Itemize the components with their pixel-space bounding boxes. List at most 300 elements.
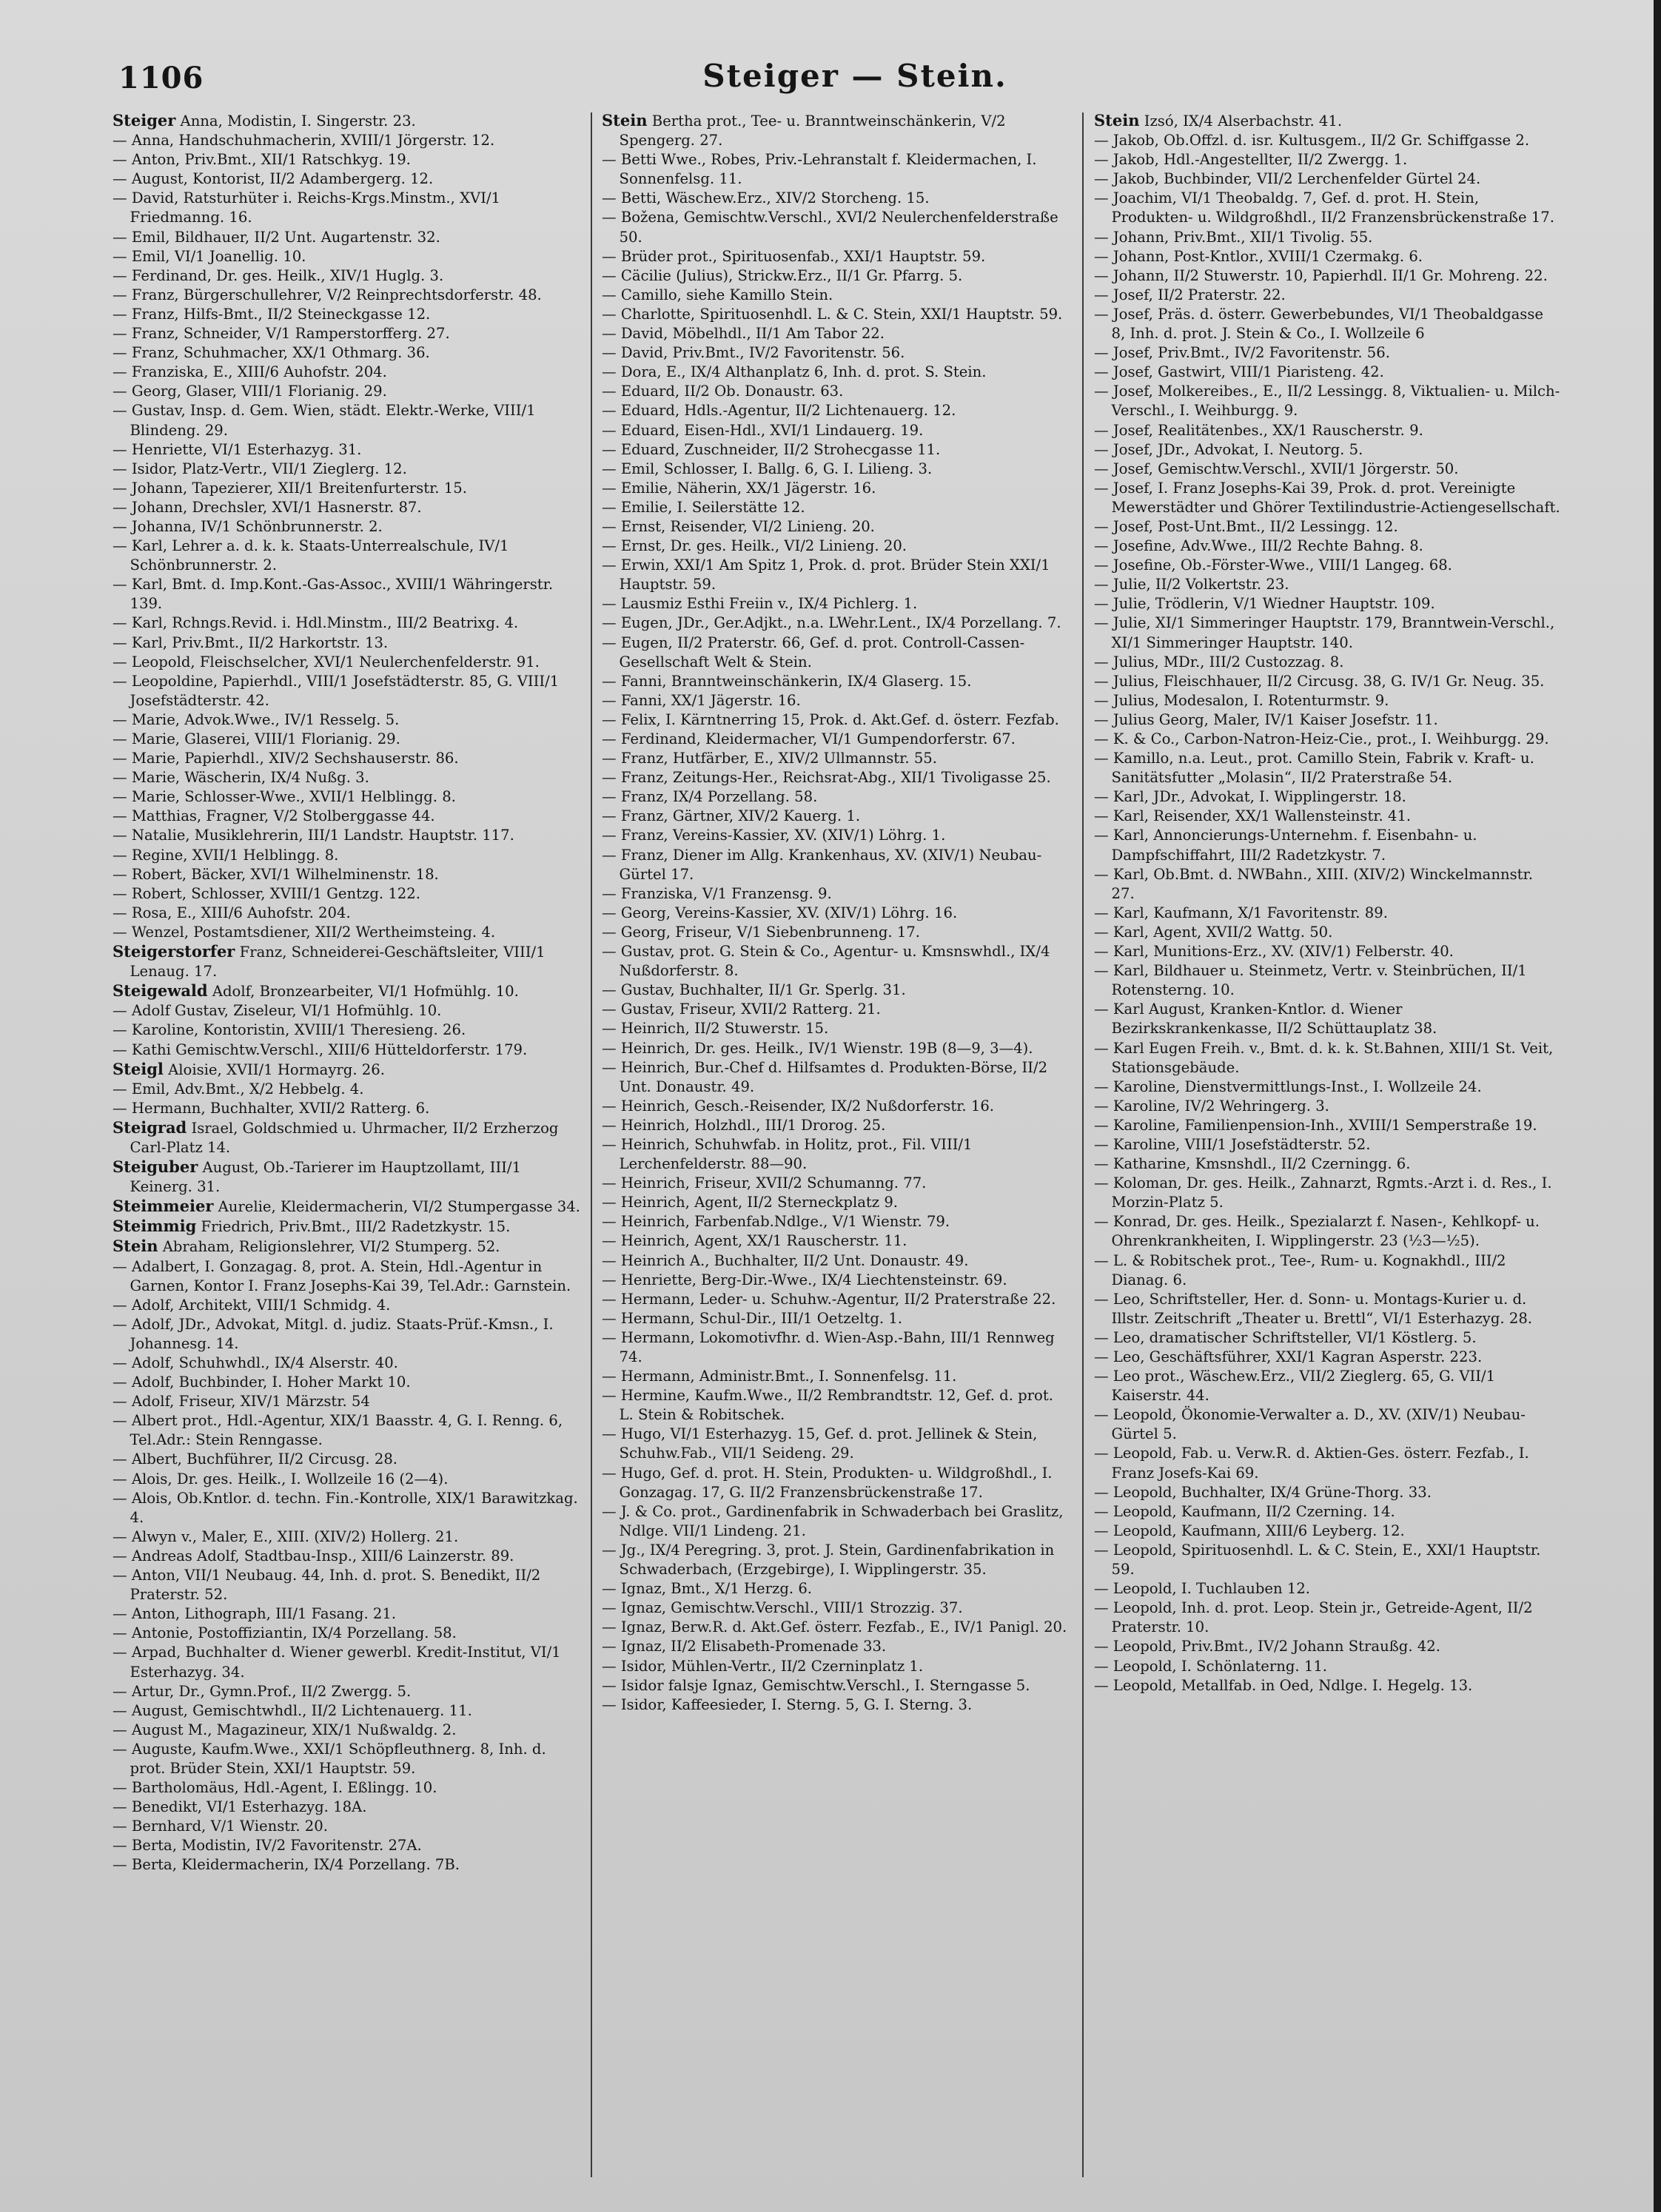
directory-entry (113, 1118, 580, 1157)
entry-text: — August, Kontorist, II/2 Adambergerg. 12. (113, 170, 434, 188)
directory-entry (113, 343, 580, 363)
entry-text: — Isidor, Platz-Vertr., VII/1 Zieglerg. 12. (113, 460, 407, 477)
entry-text: — Betti, Wäschew.Erz., XIV/2 Storcheng. 15. (602, 189, 930, 207)
directory-entry (1094, 904, 1560, 923)
entry-text: Abraham, Religionslehrer, VI/2 Stumperg. 52. (158, 1238, 500, 1256)
directory-entry (602, 672, 1070, 691)
entry-text: — Ernst, Dr. ges. Heilk., VI/2 Linieng. 20. (602, 537, 907, 555)
entry-text: — Georg, Vereins-Kassier, XV. (XIV/1) Löhrg. 16. (602, 904, 958, 921)
entry-text: — Marie, Wäscherin, IX/4 Nußg. 3. (113, 769, 369, 787)
directory-entry (113, 768, 580, 787)
directory-entry (602, 942, 1070, 981)
directory-entry (113, 537, 580, 575)
directory-entry (113, 1682, 580, 1701)
entry-text: — Leopoldine, Papierhdl., VIII/1 Josefstädterstr. 85, G. VIII/1 Josefstädterstr. 42. (113, 672, 560, 709)
entry-text: — Josef, Gemischtw.Verschl., XVII/1 Jörgerstr. 50. (1094, 460, 1459, 477)
directory-entry (1094, 1097, 1560, 1116)
entry-text: — Johann, Drechsler, XVI/1 Hasnerstr. 87. (113, 498, 422, 516)
directory-entry (602, 247, 1070, 266)
directory-entry (113, 923, 580, 942)
entry-text: — Ignaz, II/2 Elisabeth-Promenade 33. (602, 1638, 887, 1655)
entry-text: — Josef, Gastwirt, VIII/1 Piaristeng. 42. (1094, 363, 1384, 381)
directory-entry (113, 884, 580, 904)
directory-entry (602, 787, 1070, 807)
entry-text: Anna, Modistin, I. Singerstr. 23. (175, 112, 416, 130)
directory-entry (1094, 1599, 1560, 1637)
entry-text: — Georg, Glaser, VIII/1 Florianig. 29. (113, 383, 387, 400)
directory-entry (602, 613, 1070, 633)
entry-text: August, Ob.-Tarierer im Hauptzollamt, III/1 Keinerg. 31. (130, 1159, 521, 1196)
directory-entry (602, 111, 1070, 150)
directory-entry (602, 749, 1070, 768)
entry-text: — Franziska, E., XIII/6 Auhofstr. 204. (113, 363, 387, 381)
directory-entry (1094, 537, 1560, 556)
directory-entry (113, 111, 580, 131)
entry-text: — Leopold, Inh. d. prot. Leop. Stein jr., Getreide-Agent, II/2 Praterstr. 10. (1094, 1599, 1533, 1636)
directory-entry (1094, 710, 1560, 730)
entry-text: — Leopold, Kaufmann, II/2 Czerning. 14. (1094, 1502, 1395, 1520)
directory-entry (602, 1328, 1070, 1367)
directory-entry (602, 1116, 1070, 1135)
entry-text: — Leopold, Fleischselcher, XVI/1 Neulerchenfelderstr. 91. (113, 653, 540, 670)
directory-entry (602, 440, 1070, 460)
entry-text: — Leopold, Kaufmann, XIII/6 Leyberg. 12. (1094, 1522, 1405, 1539)
entry-surname: Steigl (113, 1059, 164, 1078)
entry-text: — K. & Co., Carbon-Natron-Heiz-Cie., prot., I. Weihburgg. 29. (1094, 730, 1549, 747)
entry-text: — Karoline, IV/2 Wehringerg. 3. (1094, 1097, 1329, 1115)
entry-text: — Heinrich, Bur.-Chef d. Hilfsamtes d. Produkten-Börse, II/2 Unt. Donaustr. 49. (602, 1058, 1048, 1095)
directory-entry (113, 1197, 580, 1217)
entry-text: — Antonie, Postoffiziantin, IX/4 Porzellang. 58. (113, 1624, 457, 1642)
entry-text: — Karl, Kaufmann, X/1 Favoritenstr. 89. (1094, 904, 1388, 921)
directory-entry (602, 1618, 1070, 1637)
entry-text: — Jakob, Hdl.-Angestellter, II/2 Zwergg. 1. (1094, 151, 1408, 169)
entry-text: — Wenzel, Postamtsdiener, XII/2 Wertheimsteing. 4. (113, 923, 496, 941)
directory-entry (1094, 1000, 1560, 1038)
directory-entry (602, 1193, 1070, 1212)
entry-text: — Robert, Schlosser, XVIII/1 Gentzg. 122. (113, 884, 420, 902)
directory-entry (113, 1080, 580, 1099)
entry-text: — Božena, Gemischtw.Verschl., XVI/2 Neulerchenfelderstraße 50. (602, 209, 1058, 246)
directory-entry (602, 1019, 1070, 1038)
directory-entry (113, 1643, 580, 1681)
entry-text: — Johann, II/2 Stuwerstr. 10, Papierhdl. II/1 Gr. Mohreng. 22. (1094, 266, 1548, 284)
directory-entry (113, 228, 580, 247)
entry-text: — Isidor falsje Ignaz, Gemischtw.Verschl., I. Sterngasse 5. (602, 1676, 1030, 1694)
entry-text: — Karl, Bmt. d. Imp.Kont.-Gas-Assoc., XVIII/1 Währingerstr. 139. (113, 576, 554, 613)
entry-text: — Eugen, II/2 Praterstr. 66, Gef. d. prot. Controll-Cassen-Gesellschaft Welt & Stein. (602, 633, 1025, 670)
entry-text: — Leo, Geschäftsführer, XXI/1 Kagran Asperstr. 223. (1094, 1348, 1483, 1365)
directory-entry (1094, 1367, 1560, 1405)
directory-entry (602, 904, 1070, 923)
directory-entry (1094, 1251, 1560, 1290)
directory-entry (602, 363, 1070, 382)
directory-entry (1094, 1116, 1560, 1135)
directory-entry (1094, 1212, 1560, 1251)
entry-text: — Bartholomäus, Hdl.-Agent, I. Eßlingg. 10. (113, 1779, 437, 1797)
entry-text: — Arpad, Buchhalter d. Wiener gewerbl. Kredit-Institut, VI/1 Esterhazyg. 34. (113, 1644, 561, 1681)
directory-entry (113, 787, 580, 807)
directory-entry (113, 1566, 580, 1604)
directory-entry (602, 266, 1070, 286)
entry-text: — Josef, Realitätenbes., XX/1 Rauscherstr. 9. (1094, 421, 1423, 439)
entry-text: — Albert prot., Hdl.-Agentur, XIX/1 Baasstr. 4, G. I. Renng. 6, Tel.Adr.: Stein Renngasse. (113, 1412, 563, 1449)
directory-entry (113, 613, 580, 633)
entry-text: — Erwin, XXI/1 Am Spitz 1, Prok. d. prot. Brüder Stein XXI/1 Hauptstr. 59. (602, 557, 1050, 594)
directory-entry (1094, 1405, 1560, 1444)
entry-text: — Gustav, Friseur, XVII/2 Ratterg. 21. (602, 1001, 881, 1018)
directory-entry (602, 633, 1070, 672)
directory-entry (602, 1058, 1070, 1097)
directory-entry (113, 247, 580, 266)
entry-text: — Eugen, JDr., Ger.Adjkt., n.a. LWehr.Lent., IX/4 Porzellang. 7. (602, 614, 1061, 632)
entry-text: — Bernhard, V/1 Wienstr. 20. (113, 1818, 328, 1835)
directory-entry (113, 1041, 580, 1060)
directory-entry (602, 460, 1070, 479)
entry-text: — Kamillo, n.a. Leut., prot. Camillo Stein, Fabrik v. Kraft- u. Sanitätsfutter „Molasin“, II/2 Praterstraße 54. (1094, 750, 1534, 787)
entry-text: — Josef, Post-Unt.Bmt., II/2 Lessingg. 12. (1094, 517, 1398, 535)
directory-entry (113, 1001, 580, 1021)
entry-text: — Hermann, Lokomotivfhr. d. Wien-Asp.-Bahn, III/1 Rennweg 74. (602, 1328, 1055, 1365)
directory-entry (113, 1547, 580, 1566)
directory-entry (113, 324, 580, 343)
entry-text: — Eduard, Zuschneider, II/2 Strohecgasse 11. (602, 440, 941, 458)
entry-text: — Karl, JDr., Advokat, I. Wipplingerstr. 18. (1094, 788, 1406, 806)
directory-entry (1094, 1154, 1560, 1174)
directory-entry (602, 517, 1070, 537)
directory-entry (1094, 460, 1560, 479)
directory-entry (113, 1836, 580, 1855)
directory-entry (602, 923, 1070, 942)
directory-entry (1094, 382, 1560, 420)
directory-entry (113, 1296, 580, 1315)
entry-text: — Adolf, JDr., Advokat, Mitgl. d. judiz. Staats-Prüf.-Kmsn., I. Johannesg. 14. (113, 1315, 554, 1352)
directory-entry (113, 460, 580, 479)
entry-text: — Franz, Vereins-Kassier, XV. (XIV/1) Löhrg. 1. (602, 827, 946, 844)
entry-text: — Karl, Lehrer a. d. k. k. Staats-Unterrealschule, IV/1 Schönbrunnerstr. 2. (113, 537, 509, 574)
entry-text: — Hermann, Schul-Dir., III/1 Oetzeltg. 1. (602, 1309, 903, 1327)
directory-entry (1094, 247, 1560, 266)
directory-entry (1094, 1676, 1560, 1695)
entry-text: — David, Möbelhdl., II/1 Am Tabor 22. (602, 325, 885, 343)
directory-entry (113, 1411, 580, 1450)
entry-text: — Anton, Priv.Bmt., XII/1 Ratschkyg. 19. (113, 151, 411, 169)
directory-entry (1094, 131, 1560, 150)
directory-entry (1094, 305, 1560, 343)
directory-entry (113, 1315, 580, 1354)
directory-entry (1094, 1522, 1560, 1541)
directory-entry (113, 981, 580, 1001)
entry-text: — Henriette, VI/1 Esterhazyg. 31. (113, 440, 362, 458)
entry-text: — Josef, JDr., Advokat, I. Neutorg. 5. (1094, 440, 1363, 458)
directory-entry (113, 1798, 580, 1817)
entry-text: — Gustav, Buchhalter, II/1 Gr. Sperlg. 31. (602, 981, 906, 999)
directory-entry (602, 710, 1070, 730)
directory-entry (1094, 1328, 1560, 1348)
entry-text: — Heinrich, Agent, XX/1 Rauscherstr. 11. (602, 1232, 907, 1250)
directory-entry (1094, 1290, 1560, 1328)
directory-entry (113, 266, 580, 286)
directory-entry (1094, 1174, 1560, 1212)
directory-entry (1094, 691, 1560, 710)
entry-text: — Georg, Friseur, V/1 Siebenbrunneng. 17. (602, 923, 921, 941)
entry-text: — Adolf Gustav, Ziseleur, VI/1 Hofmühlg. 10. (113, 1002, 442, 1020)
entry-text: — Katharine, Kmsnshdl., II/2 Czerningg. 6. (1094, 1155, 1411, 1173)
directory-entry (1094, 111, 1560, 131)
entry-text: — Leopold, Fab. u. Verw.R. d. Aktien-Ges. österr. Fezfab., I. Franz Josefs-Kai 69. (1094, 1445, 1529, 1482)
entry-surname: Steiguber (113, 1157, 198, 1177)
directory-entry (1094, 1483, 1560, 1502)
entry-text: — Alois, Ob.Kntlor. d. techn. Fin.-Kontrolle, XIX/1 Barawitzkag. 4. (113, 1489, 578, 1526)
directory-entry (1094, 1657, 1560, 1676)
entry-text: — Josef, II/2 Praterstr. 22. (1094, 286, 1286, 303)
directory-entry (602, 150, 1070, 189)
entry-text: — Joachim, VI/1 Theobaldg. 7, Gef. d. prot. H. Stein, Produkten- u. Wildgroßhdl., II/2 Franzensbrückenstraße 17. (1094, 189, 1554, 226)
entry-text: — Adolf, Architekt, VIII/1 Schmidg. 4. (113, 1296, 391, 1314)
directory-entry (113, 1217, 580, 1237)
entry-text: — Eduard, Eisen-Hdl., XVI/1 Lindauerg. 19. (602, 421, 924, 439)
directory-entry (1094, 1541, 1560, 1579)
entry-text: Adolf, Bronzearbeiter, VI/1 Hofmühlg. 10. (207, 983, 519, 1001)
directory-entry (113, 1855, 580, 1875)
directory-entry (602, 556, 1070, 594)
entry-text: — Camillo, siehe Kamillo Stein. (602, 286, 833, 303)
directory-entry (113, 498, 580, 517)
entry-text: — Josefine, Ob.-Förster-Wwe., VIII/1 Langeg. 68. (1094, 557, 1452, 574)
entry-text: — Auguste, Kaufm.Wwe., XXI/1 Schöpfleuthnerg. 8, Inh. d. prot. Brüder Stein, XXI/1 Hauptstr. 59. (113, 1740, 546, 1777)
running-head: Steiger — Stein. (702, 58, 1007, 94)
entry-text: — Leopold, Metallfab. in Oed, Ndlge. I. Hegelg. 13. (1094, 1676, 1473, 1694)
entry-text: — Heinrich, Dr. ges. Heilk., IV/1 Wienstr. 19B (8—9, 3—4). (602, 1039, 1033, 1057)
entry-text: — Emilie, I. Seilerstätte 12. (602, 498, 805, 516)
directory-entry (602, 1309, 1070, 1328)
entry-text: — Franz, Schuhmacher, XX/1 Othmarg. 36. (113, 344, 430, 362)
directory-entry (602, 498, 1070, 517)
entry-text: Aurelie, Kleidermacherin, VI/2 Stumpergasse 34. (213, 1198, 580, 1216)
entry-surname: Steimmig (113, 1217, 197, 1236)
directory-entry (1094, 1078, 1560, 1097)
directory-entry (602, 981, 1070, 1000)
entry-text: — Eduard, II/2 Ob. Donaustr. 63. (602, 383, 844, 400)
directory-entry (113, 517, 580, 537)
directory-entry (1094, 266, 1560, 286)
directory-entry (602, 1367, 1070, 1386)
entry-text: — Artur, Dr., Gymn.Prof., II/2 Zwergg. 5. (113, 1682, 412, 1700)
entry-text: — Robert, Bäcker, XVI/1 Wilhelminenstr. 18. (113, 865, 439, 883)
directory-entry (602, 1231, 1070, 1251)
entry-text: — Marie, Schlosser-Wwe., XVII/1 Helblingg. 8. (113, 788, 456, 806)
directory-entry (113, 382, 580, 401)
entry-text: — Benedikt, VI/1 Esterhazyg. 18A. (113, 1798, 367, 1816)
entry-text: — Karl, Agent, XVII/2 Wattg. 50. (1094, 923, 1333, 941)
directory-entry (602, 730, 1070, 749)
entry-text: — Franz, Hutfärber, E., XIV/2 Ullmannstr. 55. (602, 750, 937, 767)
entry-text: — Emil, Bildhauer, II/2 Unt. Augartenstr. 32. (113, 228, 440, 246)
entry-text: — Dora, E., IX/4 Althanplatz 6, Inh. d. prot. S. Stein. (602, 363, 987, 381)
directory-entry (602, 1212, 1070, 1231)
entry-text: — Rosa, E., XIII/6 Auhofstr. 204. (113, 904, 351, 921)
entry-text: Aloisie, XVII/1 Hormayrg. 26. (163, 1060, 385, 1078)
entry-text: — Karl, Bildhauer u. Steinmetz, Vertr. v. Steinbrüchen, II/1 Rotensterng. 10. (1094, 962, 1527, 999)
directory-entry (113, 1489, 580, 1527)
directory-entry (113, 131, 580, 150)
directory-entry (602, 1599, 1070, 1618)
entry-surname: Steiger (113, 111, 176, 130)
entry-text: — Adolf, Schuhwhdl., IX/4 Alserstr. 40. (113, 1354, 398, 1371)
directory-entry (113, 440, 580, 460)
entry-text: Bertha prot., Tee- u. Branntweinschänkerin, V/2 Spengerg. 27. (619, 112, 1006, 149)
entry-text: — Lausmiz Esthi Freiin v., IX/4 Pichlerg. 1. (602, 595, 918, 613)
entry-text: — Heinrich, Schuhwfab. in Holitz, prot., Fil. VIII/1 Lerchenfelderstr. 88—90. (602, 1135, 973, 1173)
directory-entry (113, 730, 580, 749)
directory-entry (602, 1097, 1070, 1116)
entry-text: — Karoline, Kontoristin, XVIII/1 Theresieng. 26. (113, 1021, 466, 1039)
directory-entry (602, 324, 1070, 343)
page-header (111, 52, 1599, 104)
directory-entry (602, 691, 1070, 710)
entry-surname: Steimmeier (113, 1197, 214, 1216)
entry-text: — Leo prot., Wäschew.Erz., VII/2 Zieglerg. 65, G. VII/1 Kaiserstr. 44. (1094, 1368, 1496, 1405)
directory-entry (602, 1464, 1070, 1502)
directory-entry (113, 169, 580, 189)
directory-entry (602, 1251, 1070, 1271)
directory-entry (1094, 343, 1560, 363)
directory-entry (113, 189, 580, 227)
directory-entry (602, 343, 1070, 363)
entry-text: — Ignaz, Bmt., X/1 Herzg. 6. (602, 1580, 813, 1598)
directory-entry (113, 865, 580, 884)
entry-text: — Franz, Zeitungs-Her., Reichsrat-Abg., XII/1 Tivoligasse 25. (602, 769, 1051, 787)
entry-text: — Jakob, Buchbinder, VII/2 Lerchenfelder Gürtel 24. (1094, 170, 1481, 188)
entry-text: — Julius, Modesalon, I. Rotenturmstr. 9. (1094, 691, 1389, 709)
entry-text: — Adalbert, I. Gonzagag. 8, prot. A. Stein, Hdl.-Agentur in Garnen, Kontor I. Franz Josephs-Kai 39, Tel.Adr.: Garnstein. (113, 1257, 571, 1294)
entry-text: — Karl, Annoncierungs-Unternehm. f. Eisenbahn- u. Dampfschiffahrt, III/2 Radetzkystr. 7. (1094, 827, 1477, 864)
entry-text: — Julie, XI/1 Simmeringer Hauptstr. 179, Branntwein-Verschl., XI/1 Simmeringer Hauptstr. 140. (1094, 614, 1555, 651)
entry-text: — Julie, II/2 Volkertstr. 23. (1094, 576, 1289, 594)
directory-entry (602, 479, 1070, 498)
entry-text: — August M., Magazineur, XIX/1 Nußwaldg. 2. (113, 1721, 457, 1738)
directory-entry (113, 1624, 580, 1643)
entry-text: — Ferdinand, Dr. ges. Heilk., XIV/1 Huglg. 3. (113, 266, 444, 284)
entry-text: — Karoline, Familienpension-Inh., XVIII/1 Semperstraße 19. (1094, 1116, 1537, 1134)
page-number: 1106 (118, 61, 204, 95)
entry-text: — Gustav, prot. G. Stein & Co., Agentur- u. Kmsnswhdl., IX/4 Nußdorferstr. 8. (602, 943, 1050, 980)
entry-text: — Karoline, Dienstvermittlungs-Inst., I. Wollzeile 24. (1094, 1078, 1482, 1095)
directory-entry (1094, 826, 1560, 864)
entry-text: — Henriette, Berg-Dir.-Wwe., IX/4 Liechtensteinstr. 69. (602, 1271, 1007, 1288)
directory-entry (1094, 150, 1560, 169)
directory-entry (602, 1000, 1070, 1019)
entry-text: — Anna, Handschuhmacherin, XVIII/1 Jörgerstr. 12. (113, 132, 495, 149)
entry-text: — Eduard, Hdls.-Agentur, II/2 Lichtenauerg. 12. (602, 402, 956, 420)
entry-text: — Heinrich, Agent, II/2 Sterneckplatz 9. (602, 1194, 899, 1211)
directory-entry (602, 1695, 1070, 1715)
directory-entry (1094, 807, 1560, 826)
entry-text: — Hermann, Leder- u. Schuhw.-Agentur, II/2 Praterstraße 22. (602, 1290, 1056, 1308)
directory-entry (602, 305, 1070, 324)
directory-entry (113, 1060, 580, 1080)
directory-entry (1094, 479, 1560, 517)
directory-entry (1094, 653, 1560, 672)
directory-entry (113, 1778, 580, 1798)
entry-text: — Heinrich, Gesch.-Reisender, IX/2 Nußdorferstr. 16. (602, 1097, 995, 1115)
directory-entry (113, 942, 580, 981)
entry-text: — Jakob, Ob.Offzl. d. isr. Kultusgem., II/2 Gr. Schiffgasse 2. (1094, 132, 1530, 149)
entry-text: — Leopold, Buchhalter, IX/4 Grüne-Thorg. 33. (1094, 1483, 1432, 1501)
entry-text: — Hermann, Administr.Bmt., I. Sonnenfelsg. 11. (602, 1368, 957, 1385)
directory-entry (602, 1502, 1070, 1541)
entry-text: — Josef, Präs. d. österr. Gewerbebundes, VI/1 Theobaldgasse 8, Inh. d. prot. J. Stein & Co., I. Wollzeile 6 (1094, 305, 1544, 343)
scan-edge (1654, 0, 1661, 2212)
directory-entry (602, 1039, 1070, 1058)
entry-text: — Konrad, Dr. ges. Heilk., Spezialarzt f. Nasen-, Kehlkopf- u. Ohrenkrankheiten, I. Wipplingerstr. 23 (½3—½5). (1094, 1213, 1540, 1250)
directory-entry (602, 382, 1070, 401)
directory-entry (1094, 169, 1560, 189)
entry-text: — David, Priv.Bmt., IV/2 Favoritenstr. 56. (602, 344, 905, 362)
entry-text: — Natalie, Musiklehrerin, III/1 Landstr. Hauptstr. 117. (113, 827, 514, 844)
entry-text: — Fanni, XX/1 Jägerstr. 16. (602, 691, 801, 709)
entry-text: — Cäcilie (Julius), Strickw.Erz., II/1 Gr. Pfarrg. 5. (602, 266, 963, 284)
directory-entry (113, 286, 580, 305)
entry-text: — Johanna, IV/1 Schönbrunnerstr. 2. (113, 517, 383, 535)
entry-text: — Franz, Schneider, V/1 Ramperstorfferg. 27. (113, 325, 450, 343)
directory-entry (602, 826, 1070, 845)
directory-entry (602, 189, 1070, 208)
directory-entry (1094, 1039, 1560, 1078)
entry-text: — Marie, Advok.Wwe., IV/1 Resselg. 5. (113, 710, 400, 728)
directory-entry (602, 421, 1070, 440)
directory-entry (1094, 865, 1560, 904)
entry-text: — Alwyn v., Maler, E., XIII. (XIV/2) Hollerg. 21. (113, 1527, 459, 1545)
entry-text: — Josef, Priv.Bmt., IV/2 Favoritenstr. 56. (1094, 344, 1390, 362)
entry-text: — Heinrich A., Buchhalter, II/2 Unt. Donaustr. 49. (602, 1251, 969, 1269)
column-divider (1082, 112, 1084, 2177)
directory-entry (1094, 421, 1560, 440)
entry-text: — Franz, Diener im Allg. Krankenhaus, XV. (XIV/1) Neubau-Gürtel 17. (602, 846, 1042, 883)
entry-text: — Franz, Gärtner, XIV/2 Kauerg. 1. (602, 807, 861, 825)
directory-entry (113, 672, 580, 710)
directory-entry (602, 401, 1070, 420)
directory-entry (113, 1721, 580, 1740)
entry-text: — Ernst, Reisender, VI/2 Linieng. 20. (602, 517, 875, 535)
directory-entry (1094, 594, 1560, 613)
entry-text: — Isidor, Mühlen-Vertr., II/2 Czerninplatz 1. (602, 1657, 924, 1675)
directory-entry (602, 807, 1070, 826)
entry-text: — Berta, Kleidermacherin, IX/4 Porzellang. 7B. (113, 1856, 460, 1874)
directory-entry (1094, 1444, 1560, 1482)
directory-entry (602, 1135, 1070, 1174)
directory-entry (113, 1470, 580, 1489)
directory-entry (113, 653, 580, 672)
entry-text: — L. & Robitschek prot., Tee-, Rum- u. Kognakhdl., III/2 Dianag. 6. (1094, 1251, 1506, 1288)
entry-surname: Stein (602, 111, 648, 130)
entry-text: — Leopold, Spirituosenhdl. L. & C. Stein, E., XXI/1 Hauptstr. 59. (1094, 1541, 1541, 1579)
directory-entry (113, 1099, 580, 1118)
entry-surname: Stein (113, 1237, 158, 1256)
entry-text: — Franz, Hilfs-Bmt., II/2 Steineckgasse 12. (113, 305, 431, 323)
entry-text: — Emil, VI/1 Joanellig. 10. (113, 247, 306, 265)
directory-entry (113, 846, 580, 865)
entry-text: — Karl August, Kranken-Kntlor. d. Wiener Bezirkskrankenkasse, II/2 Schüttauplatz 38. (1094, 1001, 1437, 1038)
entry-text: — Johann, Priv.Bmt., XII/1 Tivolig. 55. (1094, 228, 1373, 246)
directory-entry (113, 363, 580, 382)
entry-text: — Hermann, Buchhalter, XVII/2 Ratterg. 6. (113, 1099, 430, 1117)
entry-text: — Jg., IX/4 Peregring. 3, prot. J. Stein, Gardinenfabrikation in Schwaderbach, (Erzgebirge), I. Wipplingerstr. 35. (602, 1541, 1055, 1579)
entry-text: Franz, Schneiderei-Geschäftsleiter, VIII/1 Lenaug. 17. (130, 944, 546, 981)
entry-text: — Matthias, Fragner, V/2 Stolberggasse 44. (113, 807, 435, 825)
entry-text: — Gustav, Insp. d. Gem. Wien, städt. Elektr.-Werke, VIII/1 Blindeng. 29. (113, 402, 536, 439)
directory-entry (113, 1021, 580, 1040)
